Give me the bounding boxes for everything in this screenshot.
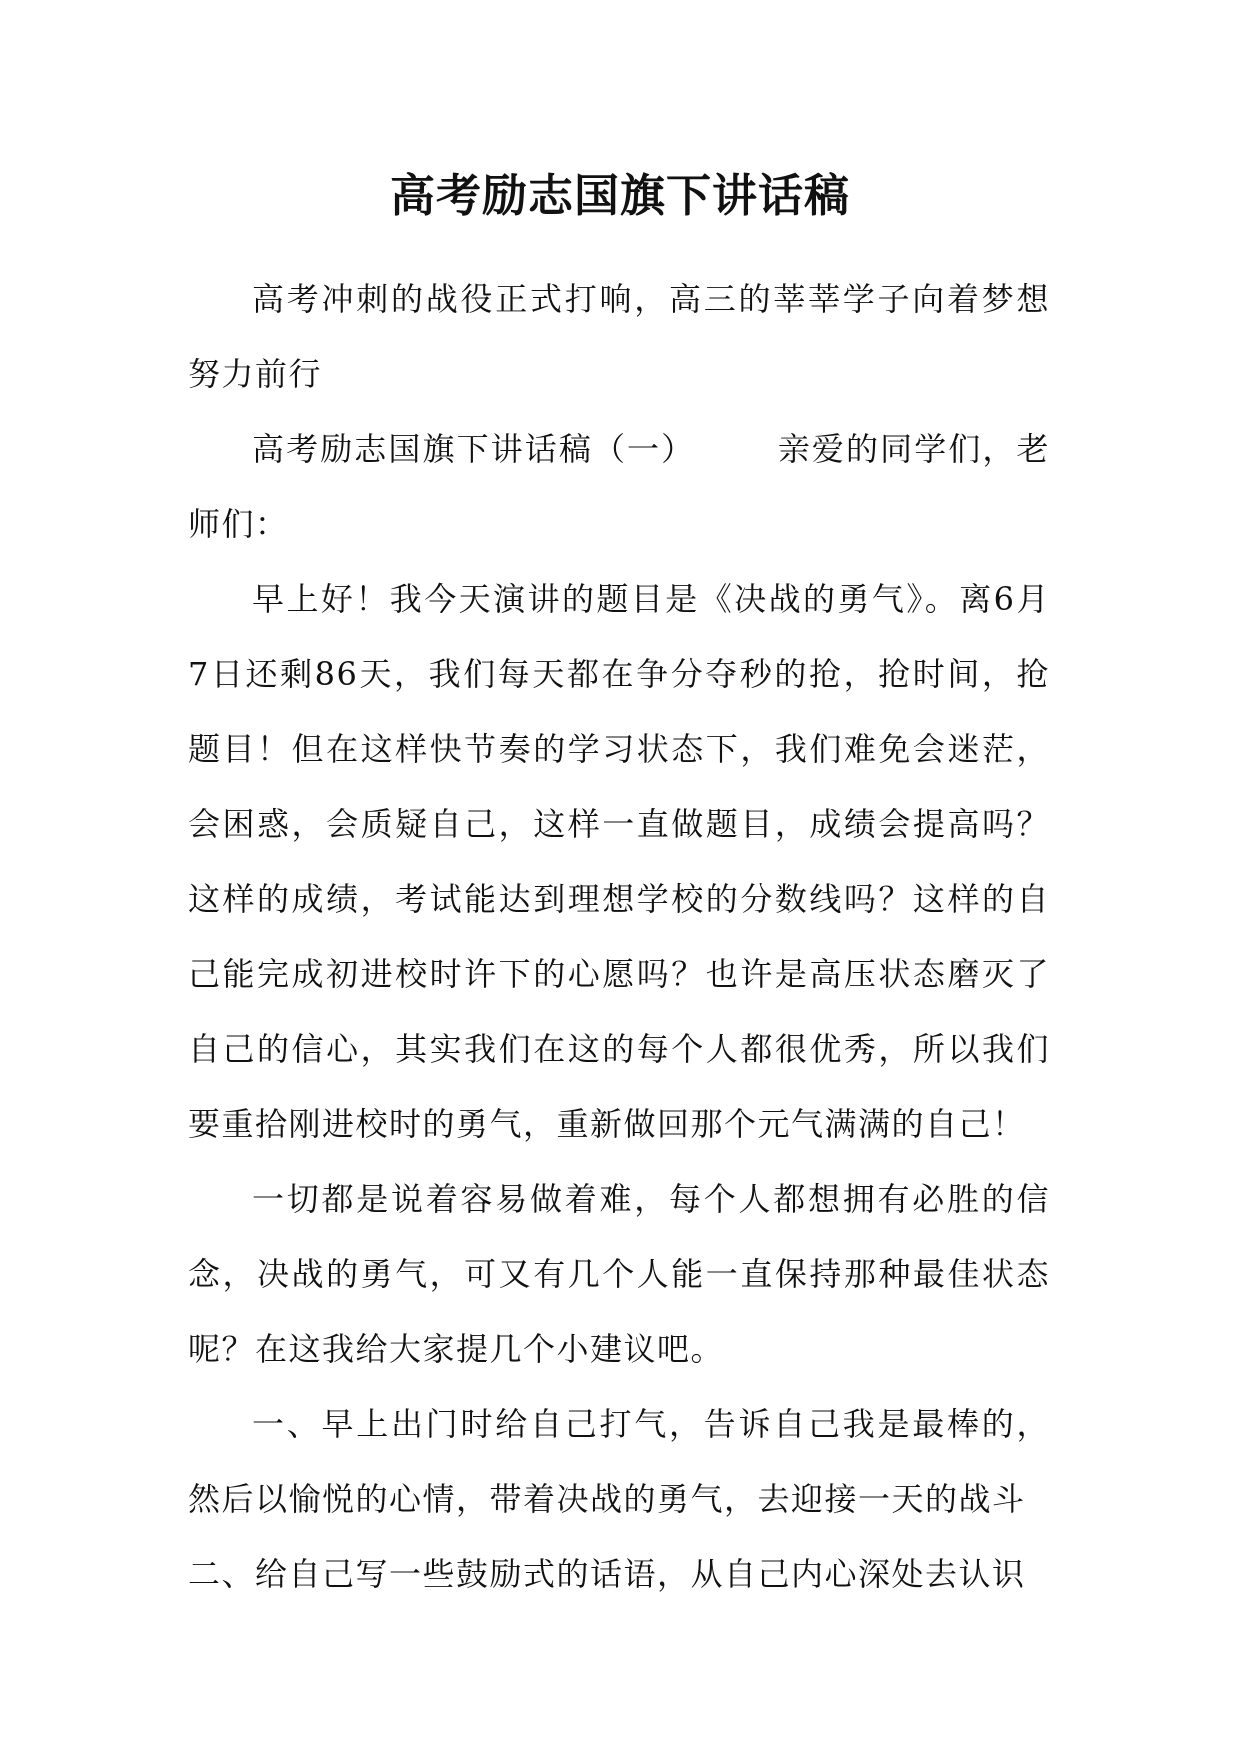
intro-paragraph: 高考冲刺的战役正式打响，高三的莘莘学子向着梦想努力前行 xyxy=(188,280,1050,393)
section-heading: 高考励志国旗下讲话稿（一） xyxy=(252,430,696,468)
document-body xyxy=(188,262,1050,1612)
document-title: 高考励志国旗下讲话稿 xyxy=(389,169,850,222)
suggestion-paragraph-2: 二、给自己写一些鼓励式的话语，从自己内心深处去认识 xyxy=(188,1555,1026,1593)
section-heading-paragraph xyxy=(188,412,1050,562)
body-paragraph-2: 一切都是说着容易做着难，每个人都想拥有必胜的信念，决战的勇气，可又有几个人能一直保持那种最佳状态呢？在这我给大家提几个小建议吧。 xyxy=(188,1180,1050,1368)
body-paragraph-1: 早上好！我今天演讲的题目是《决战的勇气》。离6月7日还剩86天，我们每天都在争分夺秒的抢，抢时间，抢题目！但在这样快节奏的学习状态下，我们难免会迷茫，会困惑，会质疑自己，这样一直做题目，成绩会提高吗？这样的成绩，考试能达到理想学校的分数线吗？这样的自己能完成初进校时许下的心愿吗？也许是高压状态磨灭了自己的信心，其实我们在这的每个人都很优秀，所以我们要重拾刚进校时的勇气，重新做回那个元气满满的自己！ xyxy=(188,580,1050,1143)
suggestion-paragraph-1: 一、早上出门时给自己打气，告诉自己我是最棒的，然后以愉悦的心情，带着决战的勇气，去迎接一天的战斗 xyxy=(188,1405,1050,1518)
greeting: 亲爱的同学们，老师们： xyxy=(188,430,1050,543)
